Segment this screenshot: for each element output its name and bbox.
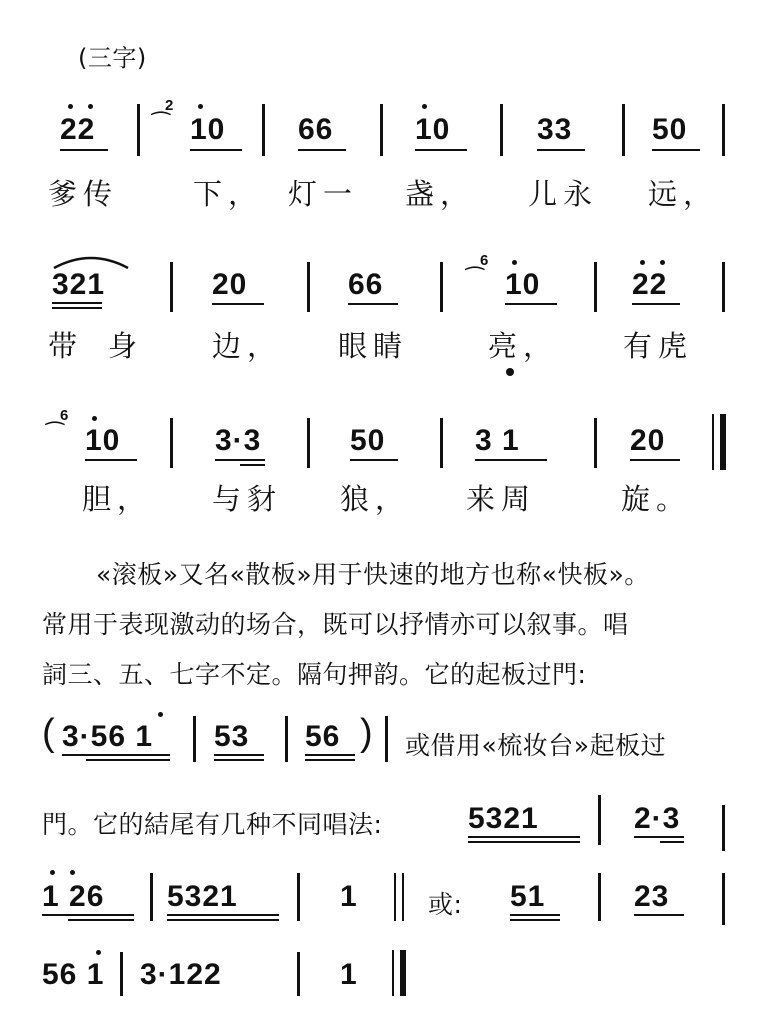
intro-measure-1: 3·56 1 — [62, 720, 154, 753]
ending-measure-j: 1 — [340, 958, 358, 991]
grace-slur-icon: ⁀ — [152, 113, 170, 138]
octave-dot — [660, 260, 665, 265]
underline — [305, 754, 355, 756]
lyric: 胆， — [82, 482, 153, 516]
barline — [622, 104, 625, 156]
barline — [193, 716, 196, 762]
measure-11-notes: 22 — [632, 268, 668, 301]
barline — [170, 262, 173, 312]
underline — [52, 302, 102, 304]
underline — [632, 303, 680, 305]
underline — [85, 459, 137, 461]
underline — [62, 754, 170, 756]
underline — [348, 303, 398, 305]
ending-measure-e: 1 — [340, 880, 358, 913]
lyric: 来周 — [466, 482, 537, 516]
lyric: 亮， — [488, 329, 559, 363]
barline — [307, 418, 310, 468]
underline — [505, 303, 557, 305]
prose-line-2: 常用于表现激动的场合，既可以抒情亦可以叙事。唱 — [42, 610, 629, 639]
barline — [170, 418, 173, 468]
measure-4-notes: 10 — [415, 113, 451, 146]
barline — [150, 873, 153, 921]
underline — [475, 459, 547, 461]
measure-12-notes: 10 — [85, 424, 121, 457]
underline — [415, 149, 467, 151]
octave-dot — [50, 870, 55, 875]
underline — [660, 841, 684, 843]
lyric: 带 — [48, 329, 84, 363]
lyric: 远， — [648, 177, 719, 211]
final-barline-thick — [720, 414, 726, 470]
barline — [285, 716, 288, 762]
barline — [594, 418, 597, 468]
underline — [630, 459, 680, 461]
ending-measure-d: 5321 — [167, 880, 238, 913]
underline — [52, 307, 102, 309]
measure-13-notes: 3·3 — [215, 424, 262, 457]
barline — [307, 262, 310, 312]
underline — [634, 836, 684, 838]
underline — [510, 914, 560, 916]
measure-1-notes: 22 — [60, 113, 96, 146]
barline — [722, 873, 725, 925]
final-barline-thin — [392, 950, 394, 996]
open-paren: ( — [42, 712, 56, 754]
underline — [468, 841, 580, 843]
barline — [385, 716, 388, 762]
measure-16-notes: 20 — [630, 424, 666, 457]
section-heading: (三字) — [78, 44, 147, 72]
underline — [167, 919, 279, 921]
barline — [598, 795, 601, 845]
barline — [500, 104, 503, 156]
underline — [190, 149, 242, 151]
measure-14-notes: 50 — [350, 424, 386, 457]
or-label: 或: — [428, 890, 463, 919]
barline — [120, 952, 123, 996]
underline — [167, 914, 279, 916]
underline — [68, 919, 134, 921]
measure-7-notes: 321 — [52, 268, 106, 301]
measure-2-notes: 10 — [190, 113, 226, 146]
underline — [350, 459, 398, 461]
grace-slur-icon: ⁀ — [466, 268, 484, 293]
underline — [652, 149, 700, 151]
intro-measure-3: 56 — [305, 720, 341, 753]
octave-dot — [512, 260, 517, 265]
underline — [60, 149, 108, 151]
double-barline — [402, 873, 404, 921]
octave-dot — [88, 104, 93, 109]
lyric: 边， — [212, 329, 283, 363]
lyric: 眼睛 — [338, 329, 409, 363]
octave-dot — [198, 104, 203, 109]
ending-measure-f: 51 — [510, 880, 546, 913]
lyric: 爹传 — [48, 177, 119, 211]
octave-dot — [158, 712, 163, 717]
ending-measure-c: 1 26 — [42, 880, 105, 913]
barline — [598, 873, 601, 921]
grace-note: 6 — [480, 252, 489, 269]
barline — [722, 262, 725, 312]
underline — [214, 759, 264, 761]
measure-9-notes: 66 — [348, 268, 384, 301]
ending-measure-g: 23 — [634, 880, 670, 913]
close-paren: ) — [360, 712, 374, 754]
barline — [262, 104, 265, 156]
lyric: 旋。 — [621, 482, 692, 516]
grace-note: 6 — [60, 407, 69, 424]
lyric: 有虎 — [623, 329, 694, 363]
grace-slur-icon: ⁀ — [46, 423, 64, 448]
barline — [297, 952, 300, 996]
grace-note: 2 — [165, 97, 174, 114]
measure-8-notes: 20 — [212, 268, 248, 301]
barline — [722, 104, 725, 156]
barline — [594, 262, 597, 312]
prose-line-3: 詞三、五、七字不定。隔句押韵。它的起板过門: — [42, 660, 587, 689]
measure-3-notes: 66 — [298, 113, 334, 146]
lyric: 盏， — [405, 177, 476, 211]
barline — [380, 104, 383, 156]
lyric: 狼， — [340, 482, 411, 516]
lyric: 身 — [108, 329, 144, 363]
underline — [240, 464, 265, 466]
double-barline — [394, 873, 396, 921]
ending-measure-b: 2·3 — [634, 802, 681, 835]
octave-dot — [68, 104, 73, 109]
ending-measure-i: 3·122 — [140, 958, 222, 991]
underline — [42, 914, 134, 916]
underline — [305, 759, 355, 761]
barline — [297, 873, 300, 921]
ending-measure-h: 56 1 — [42, 958, 105, 991]
measure-10-notes: 10 — [505, 268, 541, 301]
barline — [722, 805, 725, 851]
octave-dot — [640, 260, 645, 265]
final-barline-thin — [712, 414, 714, 470]
lyric: 灯一 — [288, 177, 359, 211]
lyric: 与豺 — [212, 482, 283, 516]
measure-6-notes: 50 — [652, 113, 688, 146]
lyric: 下， — [193, 177, 264, 211]
octave-dot — [92, 416, 97, 421]
ending-measure-a: 5321 — [468, 802, 539, 835]
underline — [212, 303, 264, 305]
octave-dot — [70, 870, 75, 875]
underline — [634, 914, 684, 916]
underline — [537, 149, 585, 151]
barline — [440, 418, 443, 468]
underline — [214, 754, 264, 756]
underline — [298, 149, 346, 151]
accent-dot — [506, 368, 514, 376]
underline — [510, 919, 560, 921]
prose-line-4: 或借用«梳妆台»起板过 — [405, 731, 667, 760]
underline — [86, 759, 170, 761]
measure-5-notes: 33 — [537, 113, 573, 146]
prose-line-5: 門。它的結尾有几种不同唱法: — [42, 810, 383, 839]
octave-dot — [96, 950, 101, 955]
barline — [137, 104, 140, 156]
final-barline-thick — [400, 950, 406, 996]
underline — [215, 459, 265, 461]
underline — [468, 836, 580, 838]
lyric: 儿永 — [528, 177, 599, 211]
prose-line-1: «滚板»又名«散板»用于快速的地方也称«快板»。 — [96, 560, 650, 589]
measure-15-notes: 3 1 — [475, 424, 520, 457]
intro-measure-2: 53 — [214, 720, 250, 753]
barline — [440, 262, 443, 312]
octave-dot — [422, 104, 427, 109]
